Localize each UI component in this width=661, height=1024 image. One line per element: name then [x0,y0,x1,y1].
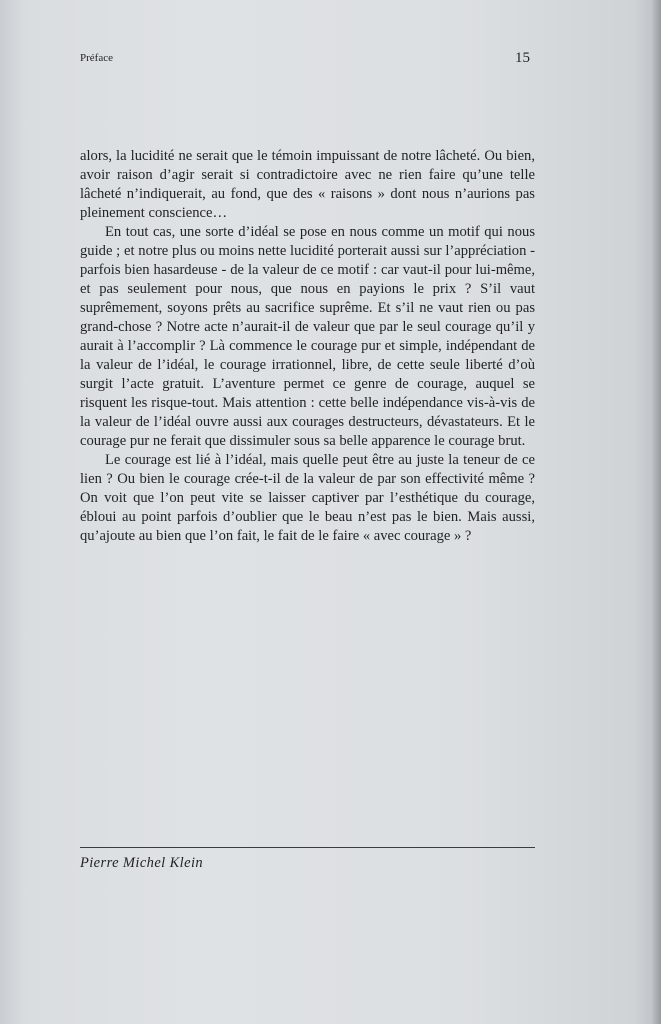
signature-rule [80,847,535,848]
author-signature: Pierre Michel Klein [80,855,204,871]
running-head: Préface [80,52,113,64]
paragraph-1: alors, la lucidité ne serait que le témoin impuissant de notre lâcheté. Ou bien, avoir raison d’agir serait si contradictoire avec ne rien faire qu’une telle lâcheté n’indiquerait, au fond, que des « raisons » dont nous n’aurions pas pleinement conscience… [80,148,535,221]
page-number: 15 [515,50,530,66]
paragraph-2: En tout cas, une sorte d’idéal se pose en nous comme un motif qui nous guide ; et notre plus ou moins nette lucidité porterait aussi sur l’appréciation - parfois bien hasardeuse - de la valeur de ce motif : car vaut-il pour lui-même, et pas seulement pour nous, que nous en payions le prix ? S’il vaut suprêmement, soyons prêts au sacrifice suprême. Et s’il ne vaut rien ou pas grand-chose ? Notre acte n’aurait-il de valeur que par le seul courage qu’il y aurait à l’accomplir ? Là commence le courage pur et simple, indépendant de la valeur de l’idéal, le courage irrationnel, libre, de cette seule liberté d’où surgit l’acte gratuit. L’aventure permet ce genre de courage, auquel se risquent les risque-tout. Mais attention : cette belle indépendance vis-à-vis de la valeur de l’idéal ouvre aussi aux courages destructeurs, dévastateurs. Et le courage pur ne ferait que dissimuler sous sa belle apparence le courage brut. [80,224,535,449]
body-text [80,147,535,546]
paragraph-3: Le courage est lié à l’idéal, mais quelle peut être au juste la teneur de ce lien ? Ou bien le courage crée-t-il de la valeur de par son effectivité même ? On voit que l’on peut vite se laisser captiver par l’esthétique du courage, ébloui au point parfois d’oublier que le beau n’est pas le bien. Mais aussi, qu’ajoute au bien que l’on fait, le fait de le faire « avec courage » ? [80,452,535,544]
page-edge-shadow [651,0,661,1024]
